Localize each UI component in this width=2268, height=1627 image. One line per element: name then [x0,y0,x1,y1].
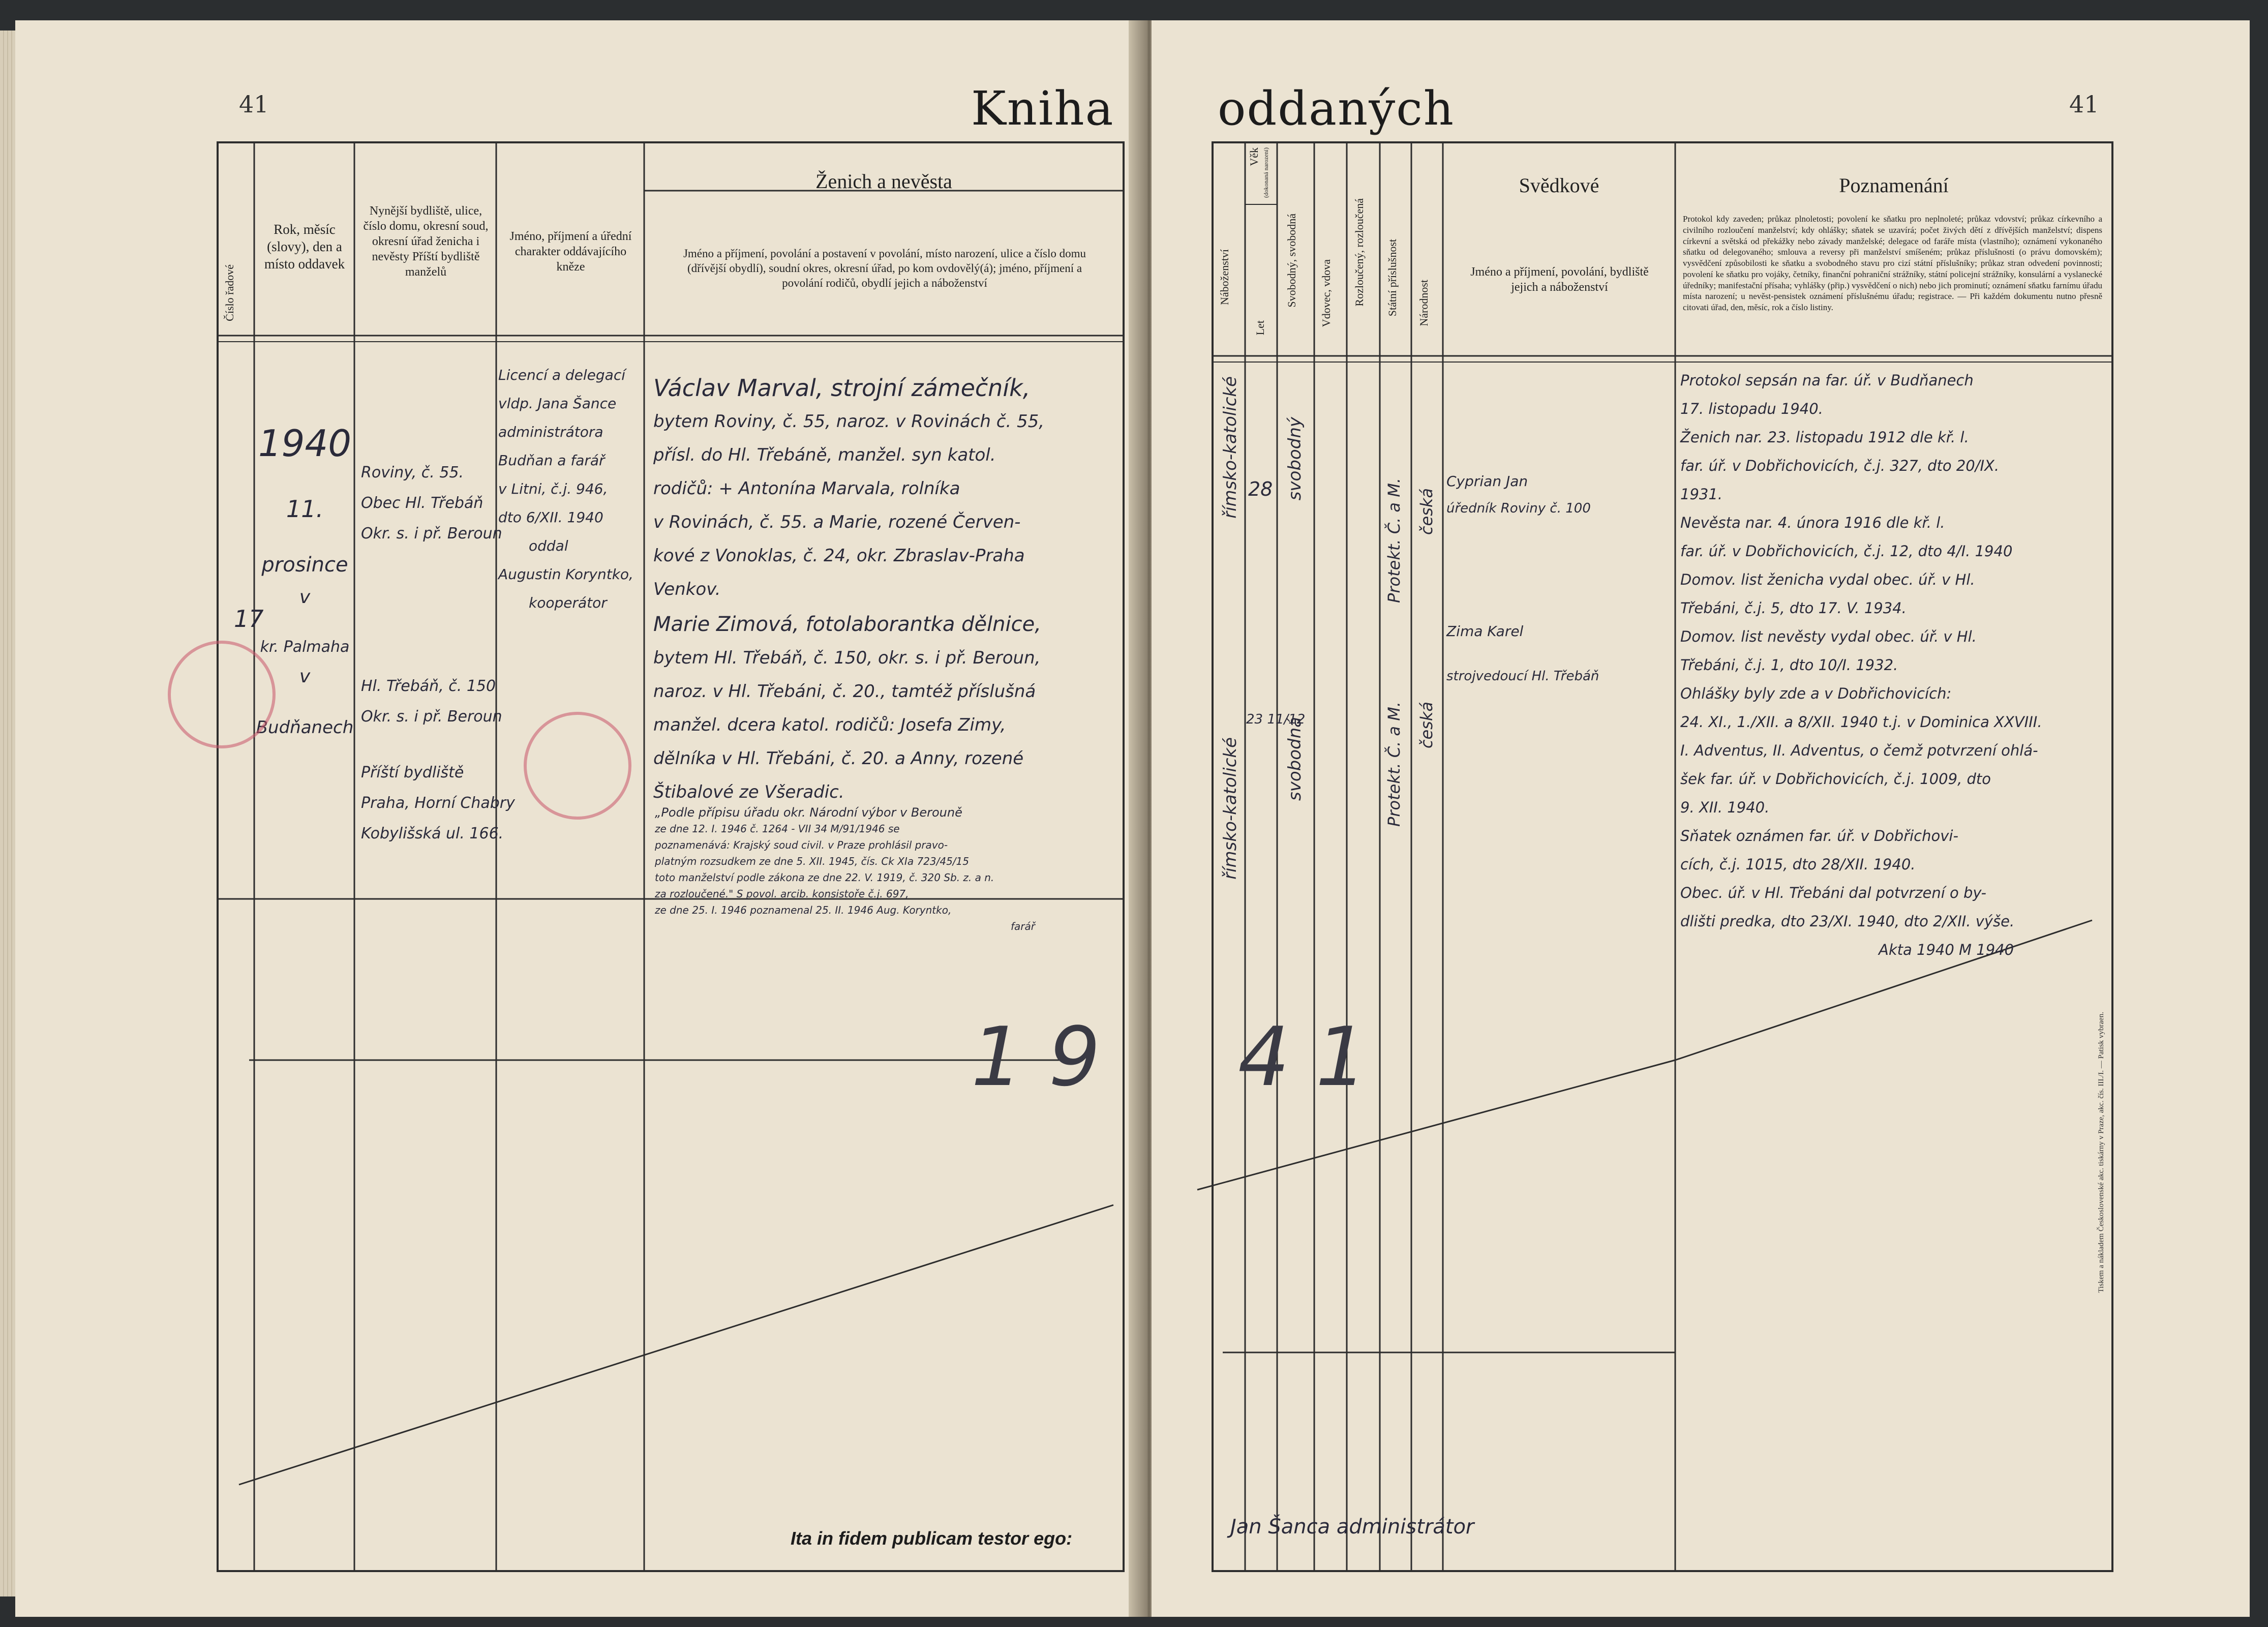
note-line: za rozloučené." S povol. arcib. konsistoře č.j. 697, [655,888,909,900]
stroke-number: 1 9 [971,1009,1101,1104]
remarks-line: I. Adventus, II. Adventus, o čemž potvrzení ohlá- [1680,742,2038,759]
header-statni: Státní příslušnost [1386,239,1399,317]
remarks-line: 1931. [1680,486,1723,503]
residence-line: Hl. Třebáň, č. 150 [361,677,496,695]
witness-2-detail: strojvedoucí Hl. Třebáň [1446,669,1599,684]
residence-line: Kobylišská ul. 166. [361,825,504,842]
groom-status: svobodný [1285,417,1305,501]
priest-line: Augustin Koryntko, [498,566,633,583]
header-bydliste: Nynější bydliště, ulice, číslo domu, okresní soud, okresní úřad ženicha i nevěsty Příští bydliště manželů [363,204,489,279]
entry-church: kr. Palmaha [260,638,350,656]
priest-line: vldp. Jana Šance [498,395,617,412]
entry-residence [361,458,515,849]
groom-line: rodičů: + Antonína Marvala, rolníka [653,478,960,499]
priest-line: dto 6/XII. 1940 [498,509,603,526]
footer-attestation: Ita in fidem publicam testor ego: [791,1528,1073,1549]
bride-nationality: česká [1417,702,1436,749]
priest-line: kooperátor [529,594,607,611]
remarks-line: Třebáni, č.j. 1, dto 10/I. 1932. [1680,656,1898,674]
note-line: toto manželství podle zákona ze dne 22. V. 1919, č. 320 Sb. z. a n. [655,871,994,884]
note-line: poznamenává: Krajský soud civil. v Praze prohlásil pravo- [655,839,948,851]
priest-line: Licencí a delegací [498,367,625,383]
note-line: platným rozsudkem ze dne 5. XII. 1945, čís. Ck XIa 723/45/15 [655,855,969,867]
header-let: Let [1254,320,1266,336]
remarks-line: Obec. úř. v Hl. Třebáni dal potvrzení o by- [1680,884,1987,901]
groom-line: bytem Roviny, č. 55, naroz. v Rovinách č. 55, [653,411,1045,432]
residence-line: Roviny, č. 55. [361,464,464,481]
header-cislo: Číslo řadové [223,264,236,321]
remarks-line: Domov. list nevěsty vydal obec. úř. v Hl. [1680,628,1977,645]
remarks-line: 9. XII. 1940. [1680,799,1770,816]
entry-month: prosince [261,553,348,577]
witness-2-name: Zima Karel [1446,623,1524,640]
parish-stamp [168,641,276,748]
groom-line: Venkov. [653,579,721,599]
entry-place: Budňanech [256,717,354,738]
entry-groom [653,371,1044,606]
entry-year: 1940 [258,422,352,465]
residence-line: Okr. s. i př. Beroun [361,525,502,543]
note-line: farář [1011,920,1035,932]
residence-line: Okr. s. i př. Beroun [361,708,502,726]
right-page-number: 41 [2069,91,2099,118]
groom-line: přísl. do Hl. Třebáně, manžel. syn katol. [653,445,996,465]
entry-priest [498,361,633,617]
remarks-line: Sňatek oznámen far. úř. v Dobřichovi- [1680,827,1958,845]
header-svedkove-sub: Jméno a příjmení, povolání, bydliště jejich a náboženství [1470,265,1649,294]
header-rok: Rok, měsíc (slovy), den a místo oddavek [264,222,345,272]
remarks [1680,366,2042,964]
entry-later-note [655,804,1035,935]
groom-religion: římsko-katolické [1220,376,1241,519]
signature: Jan Šanca administrátor [1230,1515,1474,1539]
residence-line: Obec Hl. Třebáň [361,494,483,512]
note-line: ze dne 25. I. 1946 poznamenal 25. II. 1946 Aug. Koryntko, [655,904,952,916]
entry-bride [653,608,1041,809]
header-zenich-sub: Jméno a příjmení, povolání a postavení v povolání, místo narození, ulice a číslo domu (dřívější obydlí), soudní okres, okresní úřad, po kom ovdovělý(á); jméno, příjmení a povolání rodičů, obydlí jejich a náboženství [683,247,1086,289]
bride-line: Štibalové ze Všeradic. [653,782,844,802]
left-page-number: 41 [239,91,269,118]
witness-1-detail: úředník Roviny č. 100 [1446,501,1591,516]
header-svedkove-title: Svědkové [1519,174,1599,197]
right-page-title: oddaných [1218,81,1455,136]
right-page [1152,20,2250,1617]
header-kaplan: Jméno, příjmení a úřední charakter oddávajícího kněze [509,230,632,274]
remarks-line: cích, č.j. 1015, dto 28/XII. 1940. [1680,856,1916,873]
bride-age: 23 11/12 [1246,712,1306,727]
remarks-line: Ohlášky byly zde a v Dobřichovicích: [1680,685,1952,702]
entry-v2: v [299,666,311,687]
header-vek-sub: (dokonaná narozeni) [1262,147,1269,198]
remarks-line: 24. XI., 1./XII. a 8/XII. 1940 t.j. v Dominica XXVIII. [1680,713,2042,731]
remarks-line: šek far. úř. v Dobřichovicích, č.j. 1009, dto [1680,770,1991,788]
groom-line: Václav Marval, strojní zámečník, [653,374,1031,402]
groom-age: 28 [1248,478,1273,500]
header-narodnost: Národnost [1417,280,1430,326]
header-vdovec: Vdovec, vdova [1320,259,1333,327]
bride-status: svobodná [1285,717,1305,801]
header-poznamenani-title: Poznamenání [1839,174,1949,197]
remarks-line: far. úř. v Dobřichovicích, č.j. 327, dto 20/IX. [1680,457,2000,474]
groom-citizenship: Protekt. Č. a M. [1384,478,1404,603]
remarks-line: Protokol sepsán na far. úř. v Budňanech [1680,372,1974,389]
remarks-line: Domov. list ženicha vydal obec. úř. v Hl. [1680,571,1975,588]
bride-line: Marie Zimová, fotolaborantka dělnice, [653,613,1041,636]
residence-line: Příští bydliště [361,764,464,781]
remarks-line: Třebáni, č.j. 5, dto 17. V. 1934. [1680,599,1907,617]
priest-line: v Litni, č.j. 946, [498,480,608,497]
priest-line: Budňan a farář [498,452,605,469]
header-svobodny: Svobodný, svobodná [1285,214,1298,308]
bride-line: bytem Hl. Třebáň, č. 150, okr. s. i př. Beroun, [653,648,1041,668]
priest-line: oddal [529,537,568,554]
header-vek: Věk [1248,147,1260,166]
priest-line: administrátora [498,424,603,440]
parish-stamp [524,712,631,820]
residence-line: Praha, Horní Chabry [361,794,515,812]
stroke-number: 4 1 [1238,1009,1368,1104]
bride-line: naroz. v Hl. Třebáni, č. 20., tamtéž příslušná [653,681,1036,702]
remarks-line: far. úř. v Dobřichovicích, č.j. 12, dto 4/I. 1940 [1680,543,2013,560]
bride-line: manžel. dcera katol. rodičů: Josefa Zimy, [653,715,1006,735]
remarks-line: Akta 1940 M 1940 [1879,941,2014,958]
left-page-title: Kniha [971,81,1114,136]
bride-citizenship: Protekt. Č. a M. [1384,702,1404,827]
remarks-line: dlišti predka, dto 23/XI. 1940, dto 2/XII. výše. [1680,913,2015,930]
printer-note: Tiskem a nákladem Československé akc. tiskárny v Praze, akc. čís. III./I. — Patisk vybraen. [2097,1012,2105,1293]
groom-nationality: česká [1417,488,1436,535]
header-zenich-title: Ženich a nevěsta [815,170,952,193]
entry-day: 11. [286,495,324,523]
remarks-line: Ženich nar. 23. listopadu 1912 dle kř. l. [1680,429,1969,446]
left-page [15,20,1149,1617]
header-rozloucen: Rozloučený, rozloučená [1353,198,1366,307]
note-line: ze dne 12. I. 1946 č. 1264 - VII 34 M/91/1946 se [655,823,900,835]
remarks-line: 17. listopadu 1940. [1680,400,1823,417]
groom-line: v Rovinách, č. 55. a Marie, rozené Červen- [653,512,1021,532]
entry-v1: v [299,587,311,608]
header-poznamenani-sub: Protokol kdy zaveden; průkaz plnoletosti; povolení ke sňatku pro neplnoleté; průkaz vdovství; průkaz církevního a civilního rozloučení manželství; kdy ohlášky; sňatek se uzavírá; počet živých dětí z dřívějších manželství; dispens církevní a světská od překážky nebo závady manželské; delegace od faráře místa (vlastního); oznámení vykonaného sňatku od delegovaného; smlouva a reversy při manželství smíšeném; průkaz příslušnosti (o právu domovském); vysvědčení způsobilosti ke sňatku a svobodného stavu pro cizí státní příslušníky; průkaz stran odvedení povinnosti; povolení ke sňatku pro vojáky, četníky, finanční pohraniční strážníky, státní policejní strážníky, konsulární a vyslanecké úředníky; manifestační přísaha; vyhlášky (přip.) vysvědčení o nich) nebo jich prominutí; oznámení sňatku farnímu úřadu místa narození; u nevěst-pensistek oznámení příslušnému úřadu; registrace. — Při každém dokumentu nutno přesně citovati úřad, den, měsíc, rok a číslo listiny. [1683,214,2102,312]
groom-line: kové z Vonoklas, č. 24, okr. Zbraslav-Praha [653,546,1025,566]
note-line: „Podle přípisu úřadu okr. Národní výbor v Berouně [655,805,962,820]
header-nabozenstvi: Náboženství [1218,249,1231,305]
bride-line: dělníka v Hl. Třebáni, č. 20. a Anny, rozené [653,748,1024,769]
remarks-line: Nevěsta nar. 4. února 1916 dle kř. l. [1680,514,1945,531]
bride-religion: římsko-katolické [1220,737,1241,880]
witness-1-name: Cyprian Jan [1446,473,1528,490]
entry-number: 17 [234,605,264,632]
